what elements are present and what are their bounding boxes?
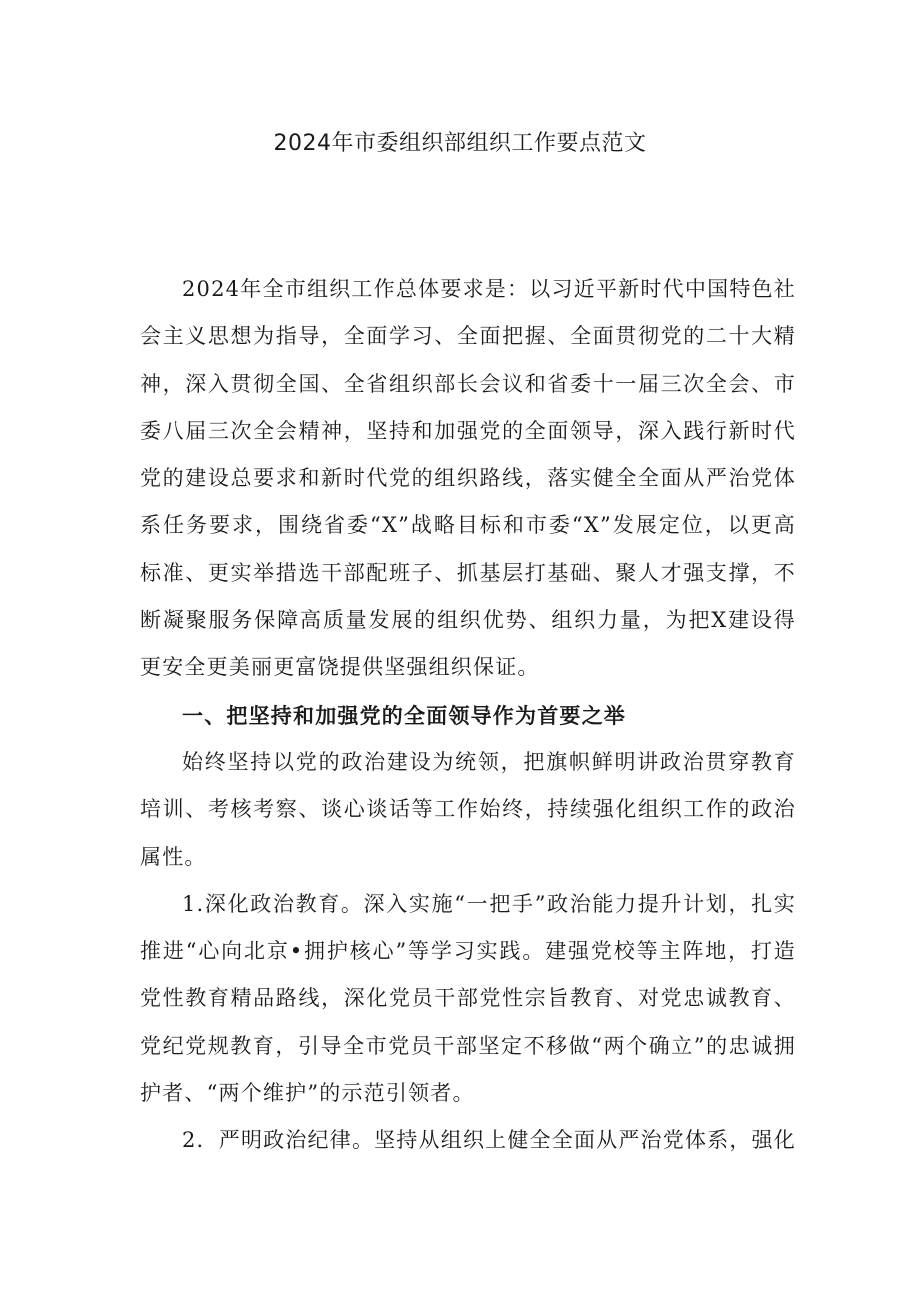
section-intro-paragraph: 始终坚持以党的政治建设为统领，把旗帜鲜明讲政治贯穿教育培训、考核考察、谈心谈话等工作始终，持续强化组织工作的政治属性。 [140, 749, 796, 869]
item-paragraph-2: 2．严明政治纪律。坚持从组织上健全全面从严治党体系，强化 [182, 1128, 796, 1153]
document-body [140, 266, 796, 1165]
intro-paragraph: 2024年全市组织工作总体要求是：以习近平新时代中国特色社会主义思想为指导，全面学习、全面把握、全面贯彻党的二十大精神，深入贯彻全国、全省组织部长会议和省委十一届三次全会、市委八届三次全会精神，坚持和加强党的全面领导，深入践行新时代党的建设总要求和新时代党的组织路线，落实健全全面从严治党体系任务要求，围绕省委“X”战略目标和市委“X”发展定位，以更高标准、更实举措选干部配班子、抓基层打基础、聚人才强支撑，不断凝聚服务保障高质量发展的组织优势、组织力量，为把X建设得更安全更美丽更富饶提供坚强组织保证。 [140, 277, 796, 680]
item-paragraph-1: 1.深化政治教育。深入实施“一把手”政治能力提升计划，扎实推进“心向北京•拥护核心”等学习实践。建强党校等主阵地，打造党性教育精品路线，深化党员干部党性宗旨教育、对党忠诚教育、党纪党规教育，引导全市党员干部坚定不移做“两个确立”的忠诚拥护者、“两个维护”的示范引领者。 [140, 891, 796, 1106]
section-heading: 一、把坚持和加强党的全面领导作为首要之举 [182, 702, 626, 728]
document-title: 2024年市委组织部组织工作要点范文 [273, 131, 647, 156]
